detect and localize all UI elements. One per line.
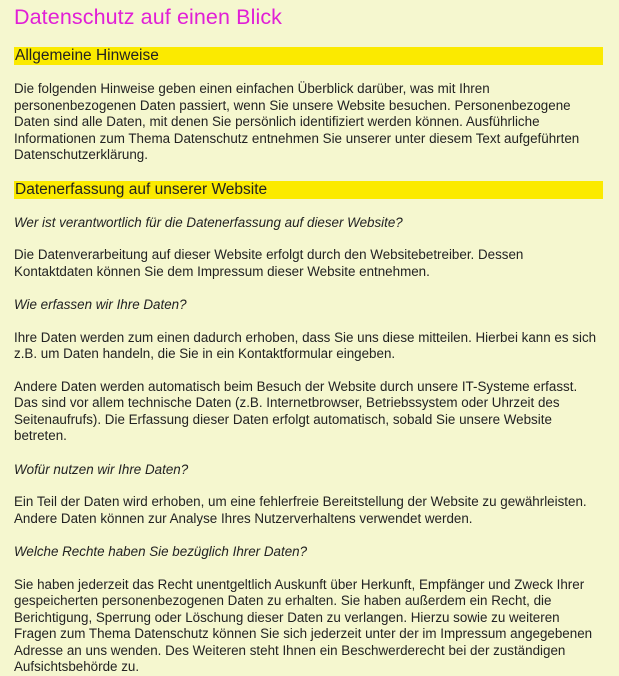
page-title: Datenschutz auf einen Blick bbox=[14, 5, 283, 29]
question-responsible: Wer ist verantwortlich für die Datenerfassung auf dieser Website? bbox=[14, 214, 403, 230]
answer-how-collect-1: Ihre Daten werden zum einen dadurch erhoben, dass Sie uns diese mitteilen. Hierbei kann es sich z.B. um Daten handeln, die Sie in ein Kontaktformular eingeben. bbox=[14, 329, 597, 361]
answer-rights: Sie haben jederzeit das Recht unentgeltlich Auskunft über Herkunft, Empfänger und Zweck Ihrer gespeicherten personenbezogenen Daten zu erhalten. Sie haben außerdem ein Recht, die Berichtigung, Sperrung oder Löschung dieser Daten zu verlangen. Hierzu sowie zu weiteren Fragen zum Thema Datenschutz können Sie sich jederzeit unter der im Impressum angegebenen Adresse an uns wenden. Des Weiteren steht Ihnen ein Beschwerderecht bei der zuständigen Aufsichtsbehörde zu. bbox=[14, 576, 593, 674]
answer-responsible: Die Datenverarbeitung auf dieser Website erfolgt durch den Websitebetreiber. Dessen Kontaktdaten können Sie dem Impressum dieser Website entnehmen. bbox=[14, 247, 524, 279]
question-rights: Welche Rechte haben Sie bezüglich Ihrer Daten? bbox=[14, 544, 308, 559]
question-how-collect: Wie erfassen wir Ihre Daten? bbox=[14, 297, 187, 312]
section-heading-data-collection: Datenerfassung auf unserer Website bbox=[14, 181, 603, 199]
question-purpose: Wofür nutzen wir Ihre Daten? bbox=[14, 461, 189, 477]
answer-how-collect-2: Andere Daten werden automatisch beim Besuch der Website durch unsere IT-Systeme erfasst. Das sind vor allem technische Daten (z.B. Internetbrowser, Betriebssystem oder Uhrzeit des Seitenaufrufs). Die Erfassung dieser Daten erfolgt automatisch, sobald Sie unsere Website betreten. bbox=[14, 378, 578, 443]
section-heading-general: Allgemeine Hinweise bbox=[14, 47, 603, 65]
general-notes-paragraph: Die folgenden Hinweise geben einen einfachen Überblick darüber, was mit Ihren personenbezogenen Daten passiert, wenn Sie unsere Website besuchen. Personenbezogene Daten sind alle Daten, mit denen Sie persönlich identifiziert werden können. Ausführliche Informationen zum Thema Datenschutz entnehmen Sie unserer unter diesem Text aufgeführten Datenschutzerklärung. bbox=[14, 81, 580, 162]
answer-purpose: Ein Teil der Daten wird erhoben, um eine fehlerfreie Bereitstellung der Website zu gewährleisten. Andere Daten können zur Analyse Ihres Nutzerverhaltens verwendet werden. bbox=[14, 494, 587, 526]
